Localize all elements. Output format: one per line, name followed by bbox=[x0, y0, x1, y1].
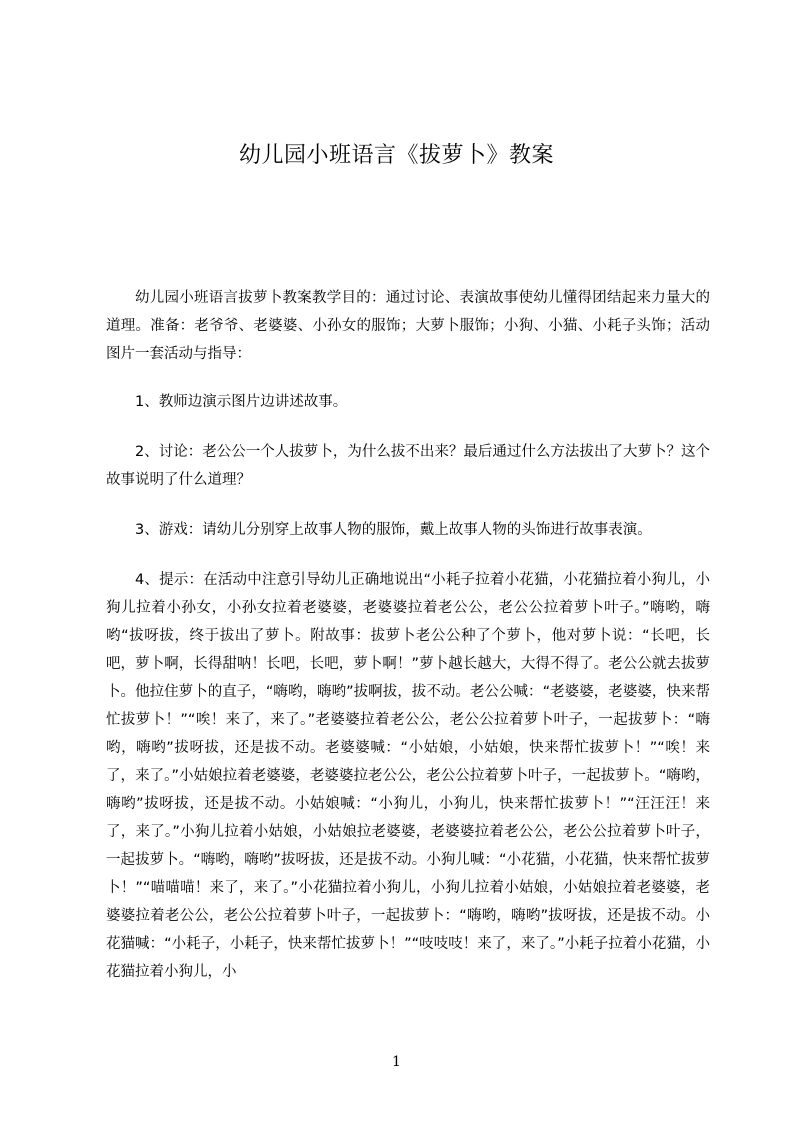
paragraph-step-1: 1、教师边演示图片边讲述故事。 bbox=[135, 394, 348, 410]
paragraph-spacer bbox=[106, 416, 710, 438]
page-title: 幼儿园小班语言《拔萝卜》教案 bbox=[238, 143, 554, 168]
paragraph-spacer bbox=[106, 368, 710, 388]
paragraph-step-4: 4、提示：在活动中注意引导幼儿正确地说出“小耗子拉着小花猫，小花猫拉着小狗儿，小狗儿拉着小孙女，小孙女拉着老婆婆，老婆婆拉着老公公，老公公拉着萝卜叶子。”嗨哟，嗨哟“拔呀拔，终于拔出了萝卜。附故事：拔萝卜老公公种了个萝卜，他对萝卜说：“长吧，长吧，萝卜啊，长得甜呐！长吧，长吧，萝卜啊！”萝卜越长越大，大得不得了。老公公就去拔萝卜。他拉住萝卜的直子，“嗨哟，嗨哟”拔啊拔，拔不动。老公公喊：“老婆婆，老婆婆，快来帮忙拔萝卜！”“唉！来了，来了。”老婆婆拉着老公公，老公公拉着萝卜叶子，一起拔萝卜：“嗨哟，嗨哟”拔呀拔，还是拔不动。老婆婆喊：“小姑娘，小姑娘，快来帮忙拔萝卜！”“唉！来了，来了。”小姑娘拉着老婆婆，老婆婆拉老公公，老公公拉着萝卜叶子，一起拔萝卜。“嗨哟，嗨哟”拔呀拔，还是拔不动。小姑娘喊：“小狗儿，小狗儿，快来帮忙拔萝卜！”“汪汪汪！来了，来了。”小狗儿拉着小姑娘，小姑娘拉老婆婆，老婆婆拉着老公公，老公公拉着萝卜叶子，一起拔萝卜。“嗨哟，嗨哟”拔呀拔，还是拔不动。小狗儿喊：“小花猫，小花猫，快来帮忙拔萝卜！”“喵喵喵！来了，来了。”小花猫拉着小狗儿，小狗儿拉着小姑娘，小姑娘拉着老婆婆，老婆婆拉着老公公，老公公拉着萝卜叶子，一起拔萝卜：“嗨哟，嗨哟”拔呀拔，还是拔不动。小花猫喊：“小耗子，小耗子，快来帮忙拔萝卜！”“吱吱吱！来了，来了。”小耗子拉着小花猫，小花猫拉着小狗儿，小 bbox=[106, 572, 710, 980]
paragraph-intro: 幼儿园小班语言拔萝卜教案教学目的：通过讨论、表演故事使幼儿懂得团结起来力量大的道理。准备：老爷爷、老婆婆、小孙女的服饰；大萝卜服饰；小狗、小猫、小耗子头饰；活动图片一套活动与指导： bbox=[106, 290, 710, 362]
paragraph-spacer bbox=[106, 544, 710, 566]
paragraph-step-2: 2、讨论：老公公一个人拔萝卜，为什么拔不出来？最后通过什么方法拔出了大萝卜？这个故事说明了什么道理？ bbox=[106, 444, 710, 488]
paragraph-spacer bbox=[106, 494, 710, 516]
paragraph-step-3: 3、游戏：请幼儿分别穿上故事人物的服饰，戴上故事人物的头饰进行故事表演。 bbox=[135, 522, 652, 538]
document-body bbox=[106, 284, 710, 986]
page-number: 1 bbox=[392, 1054, 401, 1070]
